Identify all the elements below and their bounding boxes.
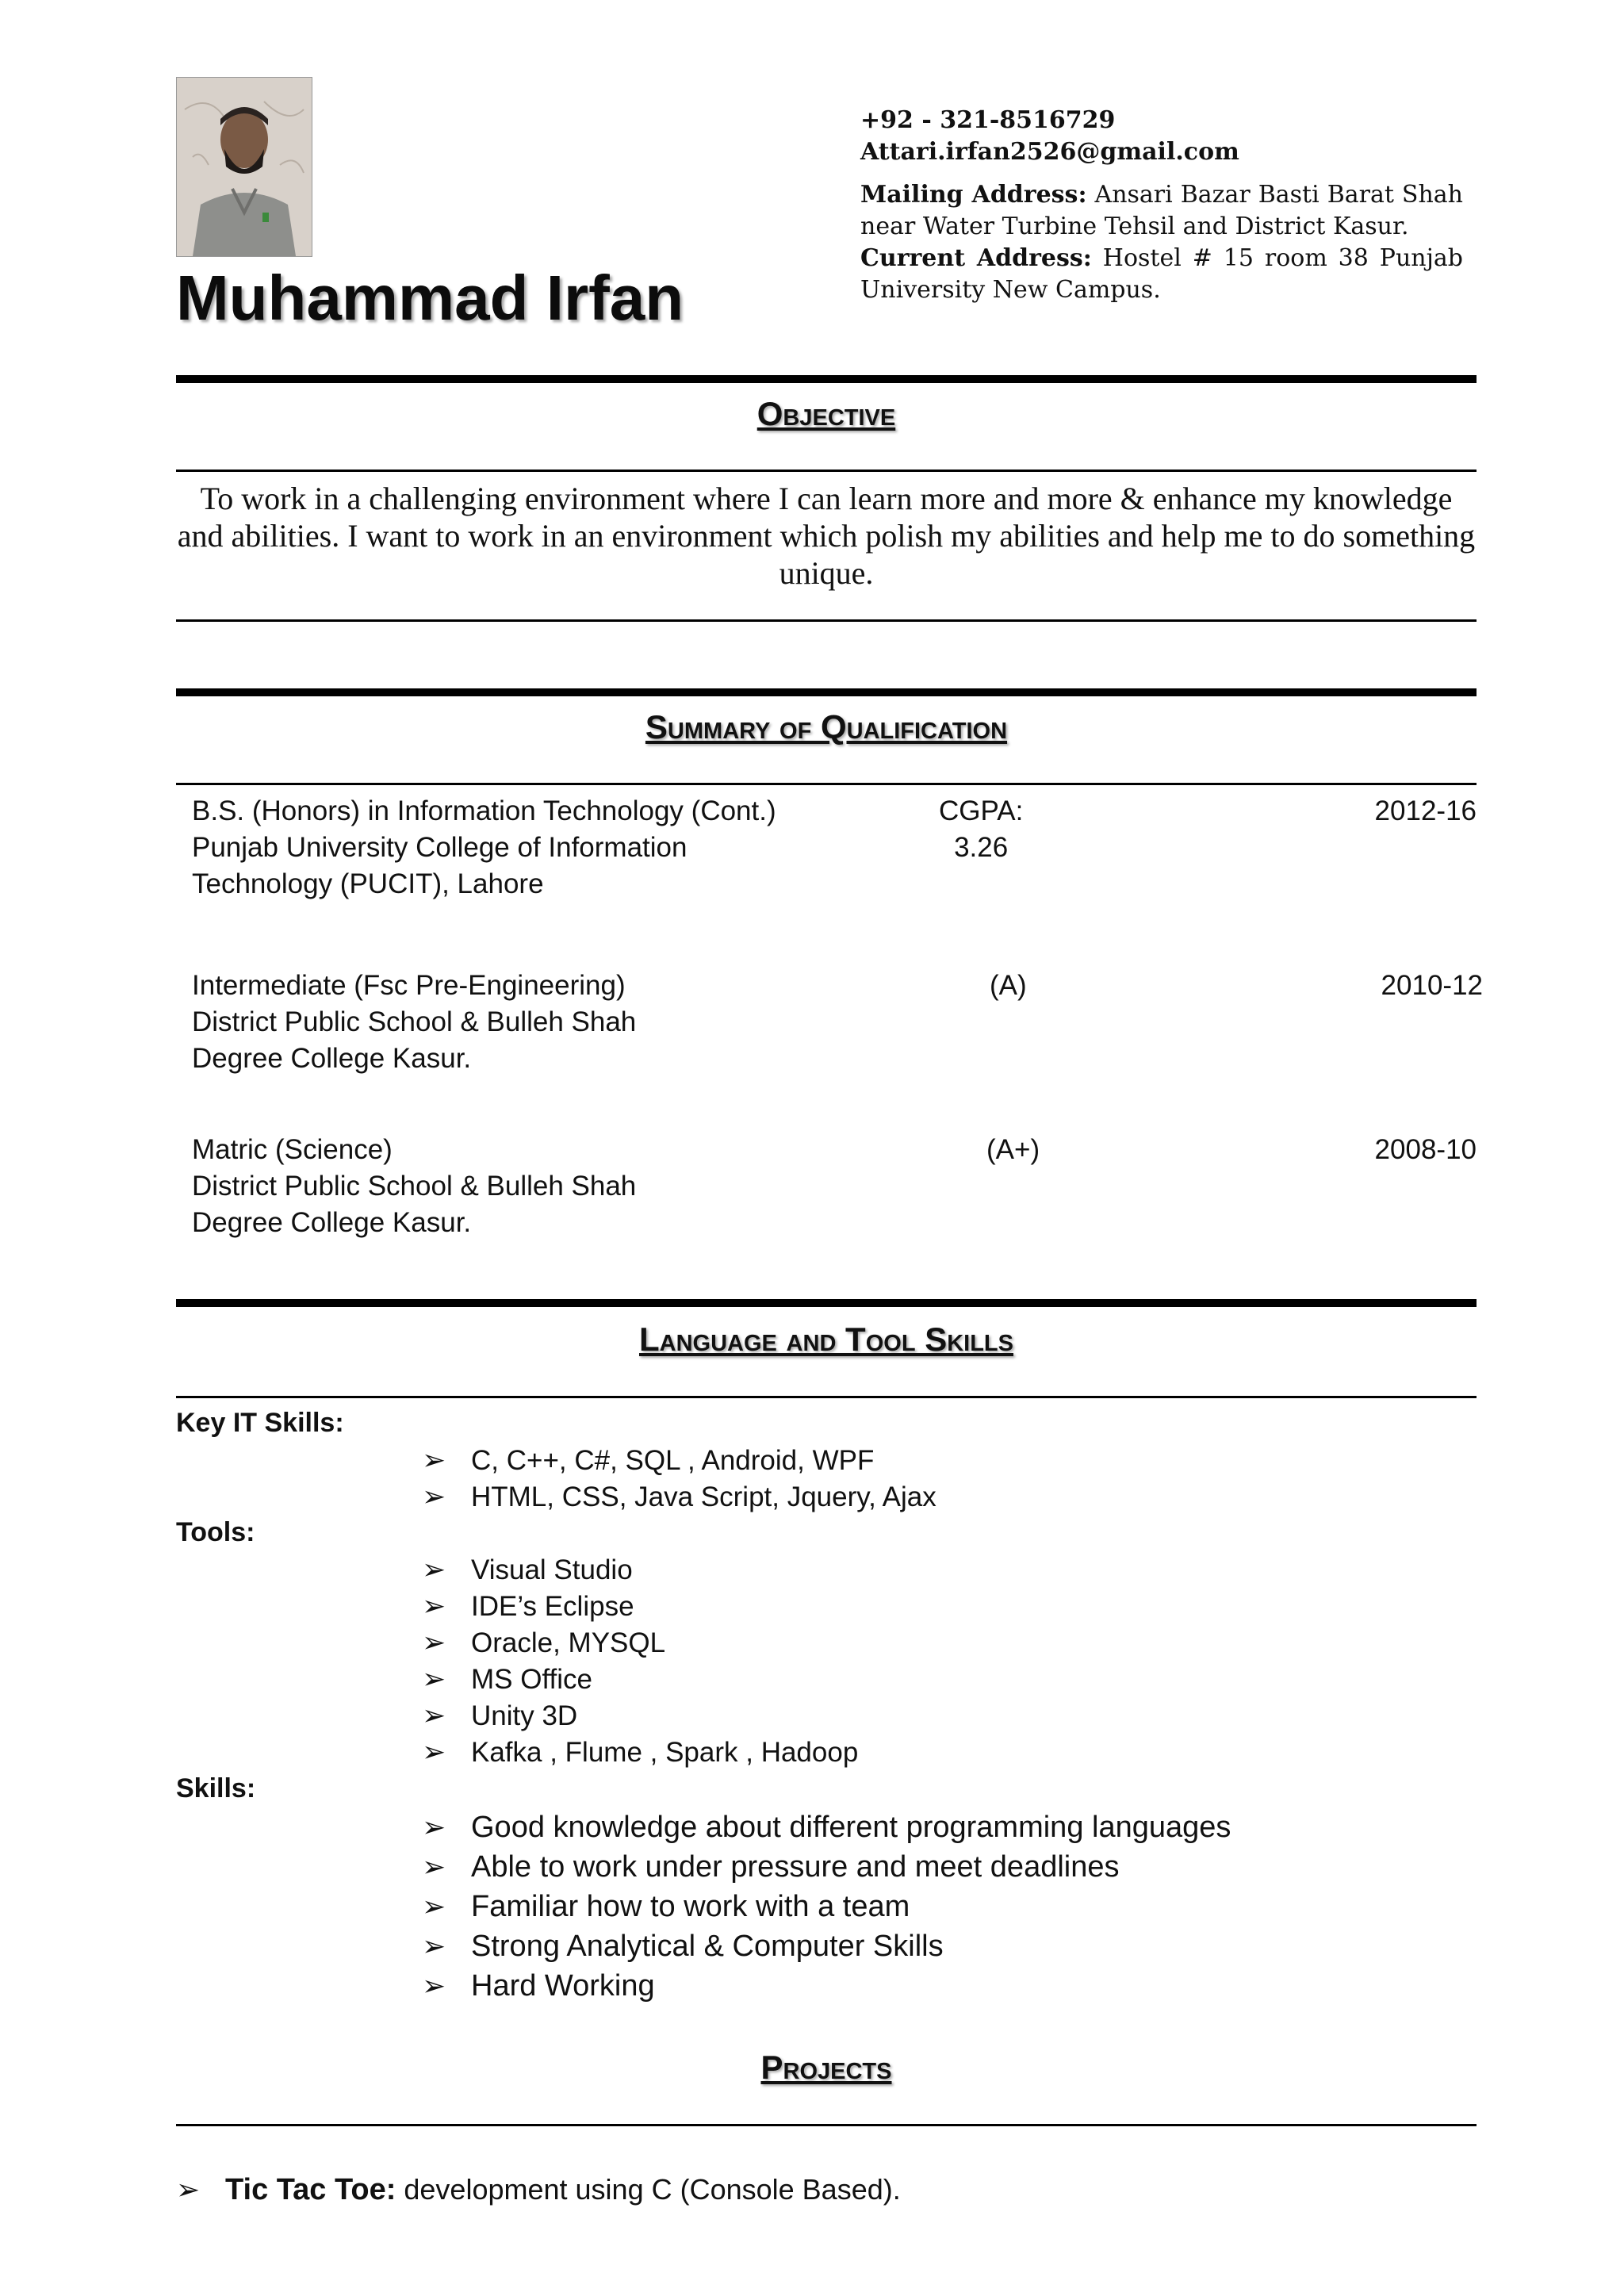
list-item: ➢ IDE’s Eclipse — [422, 1589, 634, 1622]
project-name: Tic Tac Toe: — [225, 2173, 396, 2206]
arrow-bullet-icon: ➢ — [422, 1850, 446, 1883]
arrow-bullet-icon: ➢ — [422, 1553, 446, 1585]
current-address-value: Hostel # 15 room 38 Punjab University New Campus. — [860, 244, 1463, 304]
arrow-bullet-icon: ➢ — [422, 1735, 446, 1768]
list-item: ➢ Unity 3D — [422, 1699, 578, 1731]
projects-heading: Projects — [760, 2049, 892, 2086]
qualification-grade: (A) — [990, 970, 1027, 1001]
degree-title: B.S. (Honors) in Information Technology (Cont.) — [192, 795, 776, 826]
arrow-bullet-icon: ➢ — [422, 1699, 446, 1731]
list-item: ➢ Good knowledge about different programming languages — [422, 1811, 1231, 1844]
tools-label: Tools: — [176, 1517, 255, 1547]
arrow-bullet-icon: ➢ — [422, 1589, 446, 1622]
list-item: ➢ MS Office — [422, 1662, 593, 1695]
list-item: ➢ Hard Working — [422, 1969, 655, 2003]
mailing-address-value: Ansari Bazar Basti Barat Shah near Water Turbine Tehsil and District Kasur. — [860, 181, 1463, 240]
arrow-bullet-icon: ➢ — [422, 1969, 446, 2002]
arrow-bullet-icon: ➢ — [176, 2173, 201, 2206]
qualification-year: 2008-10 — [1374, 1134, 1477, 1165]
objective-text: To work in a challenging environment where I can learn more and more & enhance my knowledge and abilities. I want to work in an environment which polish my abilities and help me to do something unique. — [177, 481, 1476, 591]
qualification-year: 2012-16 — [1374, 795, 1477, 826]
institute-line: Degree College Kasur. — [192, 1207, 472, 1238]
institute-line: Punjab University College of Information — [192, 832, 688, 863]
email-address: Attari.irfan2526@gmail.com — [860, 138, 1239, 166]
profile-photo — [176, 77, 312, 257]
divider-thin — [176, 619, 1477, 622]
institute-line: Degree College Kasur. — [192, 1043, 472, 1074]
list-item: ➢ Oracle, MYSQL — [422, 1626, 666, 1658]
arrow-bullet-icon: ➢ — [422, 1443, 446, 1476]
person-photo-icon — [177, 78, 312, 256]
qualification-grade: CGPA: 3.26 — [939, 795, 1024, 863]
objective-heading: Objective — [756, 395, 896, 432]
qualification-entry — [192, 1132, 1477, 1251]
mailing-address-label: Mailing Address: — [860, 181, 1087, 209]
project-description: development using C (Console Based). — [396, 2173, 901, 2206]
divider-thin — [176, 783, 1477, 785]
skills-label: Skills: — [176, 1773, 256, 1803]
current-address-label: Current Address: — [860, 244, 1092, 272]
institute-line: District Public School & Bulleh Shah — [192, 1006, 637, 1037]
degree-title: Intermediate (Fsc Pre-Engineering) — [192, 970, 626, 1001]
qualification-entry — [192, 968, 1483, 1087]
divider-thin — [176, 2124, 1477, 2126]
divider-thick — [176, 688, 1477, 696]
divider-thin — [176, 470, 1477, 472]
mailing-address — [860, 179, 1463, 243]
contact-block — [860, 105, 1463, 306]
key-it-skills-label: Key IT Skills: — [176, 1408, 344, 1438]
qualification-heading: Summary of Qualification — [645, 708, 1008, 746]
divider-thick — [176, 375, 1477, 383]
list-item: ➢ Visual Studio — [422, 1553, 633, 1585]
list-item: ➢ Kafka , Flume , Spark , Hadoop — [422, 1735, 859, 1768]
project-item — [176, 2173, 901, 2207]
arrow-bullet-icon: ➢ — [422, 1811, 446, 1843]
degree-title: Matric (Science) — [192, 1134, 393, 1165]
arrow-bullet-icon: ➢ — [422, 1626, 446, 1658]
list-item: ➢ C, C++, C#, SQL , Android, WPF — [422, 1443, 875, 1476]
current-address — [860, 243, 1463, 306]
list-item: ➢ HTML, CSS, Java Script, Jquery, Ajax — [422, 1480, 936, 1512]
arrow-bullet-icon: ➢ — [422, 1930, 446, 1962]
institute-line: District Public School & Bulleh Shah — [192, 1171, 637, 1202]
list-item: ➢ Familiar how to work with a team — [422, 1890, 910, 1923]
list-item: ➢ Strong Analytical & Computer Skills — [422, 1930, 944, 1963]
phone-number: +92 - 321-8516729 — [860, 106, 1116, 134]
skills-heading: Language and Tool Skills — [639, 1320, 1013, 1358]
qualification-year: 2010-12 — [1381, 970, 1483, 1001]
institute-line: Technology (PUCIT), Lahore — [192, 868, 544, 899]
arrow-bullet-icon: ➢ — [422, 1890, 446, 1922]
list-item: ➢ Able to work under pressure and meet deadlines — [422, 1850, 1120, 1884]
qualification-entry — [192, 793, 1477, 912]
qualification-grade: (A+) — [986, 1134, 1040, 1165]
divider-thick — [176, 1299, 1477, 1307]
divider-thin — [176, 1396, 1477, 1398]
arrow-bullet-icon: ➢ — [422, 1662, 446, 1695]
candidate-name: Muhammad Irfan — [176, 263, 684, 333]
arrow-bullet-icon: ➢ — [422, 1480, 446, 1512]
